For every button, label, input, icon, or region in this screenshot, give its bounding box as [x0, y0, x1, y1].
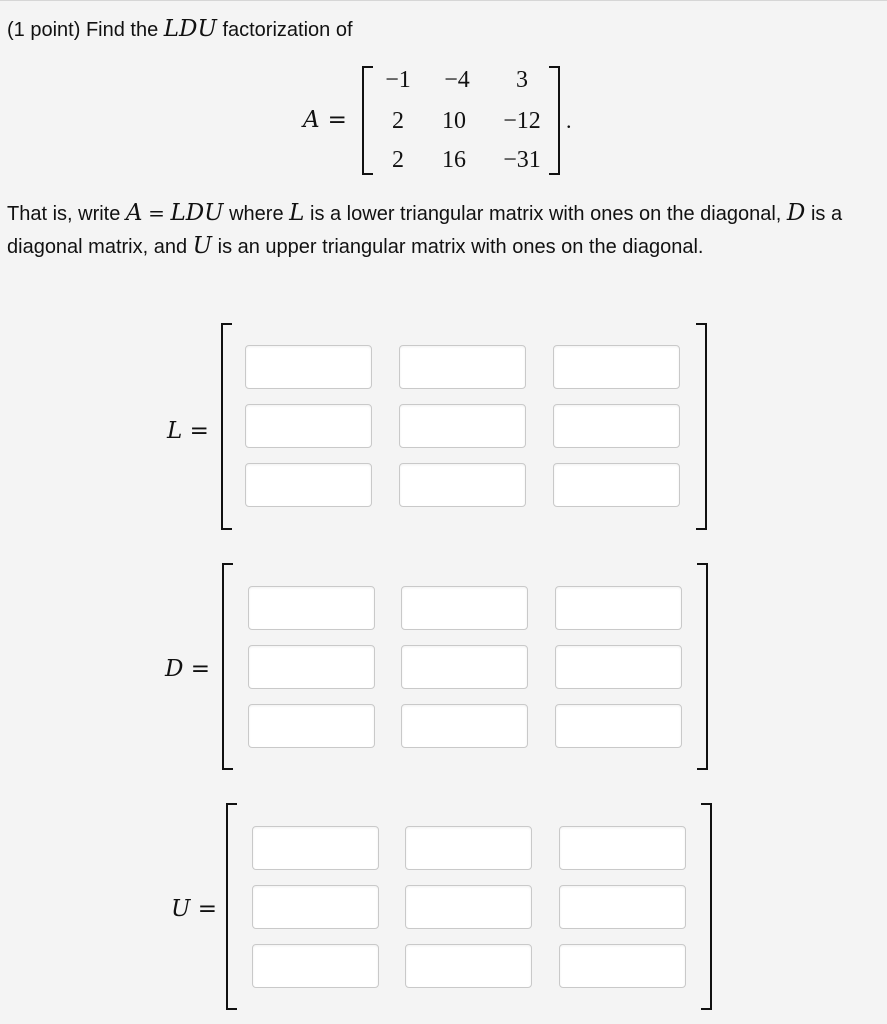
d-entry-3-2[interactable] — [401, 704, 528, 748]
matrix-l-left-bracket — [221, 323, 232, 530]
factorization-text: factorization of — [222, 19, 353, 41]
matrix-a-period: . — [566, 108, 572, 133]
instr-ldu-symbol: LDU — [170, 200, 224, 226]
d-entry-2-2[interactable] — [401, 645, 528, 689]
matrix-a-equals: = — [327, 107, 347, 133]
matrix-l-right-bracket — [696, 323, 707, 530]
l-entry-3-2[interactable] — [399, 463, 526, 507]
d-entry-1-2[interactable] — [401, 586, 528, 630]
problem-prompt — [7, 15, 353, 44]
u-entry-3-2[interactable] — [405, 944, 532, 988]
matrix-d-right-bracket — [697, 563, 708, 770]
matrix-a-cell: −4 — [444, 67, 470, 93]
matrix-u-right-bracket — [701, 803, 712, 1010]
matrix-u-label — [171, 896, 217, 922]
matrix-d-left-bracket — [222, 563, 233, 770]
u-entry-1-3[interactable] — [559, 826, 686, 870]
u-entry-2-2[interactable] — [405, 885, 532, 929]
matrix-u-left-bracket — [226, 803, 237, 1010]
l-entry-3-3[interactable] — [553, 463, 680, 507]
instr-d-symbol: D — [786, 200, 806, 226]
matrix-a-label — [303, 106, 347, 133]
matrix-a-cell: 16 — [442, 147, 466, 173]
d-entry-3-1[interactable] — [248, 704, 375, 748]
u-entry-1-1[interactable] — [252, 826, 379, 870]
d-entry-3-3[interactable] — [555, 704, 682, 748]
u-entry-2-3[interactable] — [559, 885, 686, 929]
matrix-a-cell: 3 — [516, 67, 528, 93]
matrix-l-label — [167, 418, 209, 444]
l-entry-1-1[interactable] — [245, 345, 372, 389]
matrix-a-symbol: A — [303, 107, 320, 133]
matrix-u-symbol: U — [171, 896, 191, 922]
instructions-paragraph — [7, 197, 882, 263]
top-divider — [0, 0, 887, 1]
l-entry-2-1[interactable] — [245, 404, 372, 448]
matrix-a-cell: 10 — [442, 108, 466, 134]
l-entry-1-3[interactable] — [553, 345, 680, 389]
instr-u-symbol: U — [192, 233, 213, 259]
matrix-a-cell: 2 — [392, 147, 404, 173]
points-label: (1 point) — [7, 19, 81, 41]
l-entry-1-2[interactable] — [399, 345, 526, 389]
matrix-u-equals: = — [197, 896, 217, 922]
instr-l-symbol: L — [289, 200, 305, 226]
instr-text: is a lower triangular matrix with ones on the diagonal, — [310, 203, 782, 225]
matrix-d-symbol: D — [165, 656, 184, 682]
matrix-a-cell: −1 — [385, 67, 411, 93]
u-entry-1-2[interactable] — [405, 826, 532, 870]
u-entry-2-1[interactable] — [252, 885, 379, 929]
find-text: Find the — [85, 19, 159, 41]
l-entry-2-3[interactable] — [553, 404, 680, 448]
instr-equals: = — [148, 201, 165, 225]
ldu-term: LDU — [163, 16, 217, 42]
matrix-l-equals: = — [189, 418, 209, 444]
instr-a-symbol: A — [125, 200, 143, 226]
d-entry-2-1[interactable] — [248, 645, 375, 689]
matrix-l-symbol: L — [167, 418, 183, 444]
matrix-d-label — [165, 656, 210, 682]
u-entry-3-3[interactable] — [559, 944, 686, 988]
d-entry-1-3[interactable] — [555, 586, 682, 630]
instr-text: is a diagonal matrix, and — [7, 203, 843, 258]
instr-text: where — [229, 203, 284, 225]
l-entry-3-1[interactable] — [245, 463, 372, 507]
d-entry-2-3[interactable] — [555, 645, 682, 689]
matrix-a-cell: −31 — [503, 147, 541, 173]
l-entry-2-2[interactable] — [399, 404, 526, 448]
matrix-a-cell: −12 — [503, 108, 541, 134]
u-entry-3-1[interactable] — [252, 944, 379, 988]
d-entry-1-1[interactable] — [248, 586, 375, 630]
instr-text: is an upper triangular matrix with ones on the diagonal. — [217, 236, 704, 258]
matrix-a — [367, 62, 553, 180]
matrix-d-equals: = — [190, 656, 211, 682]
matrix-a-cell: 2 — [392, 108, 404, 134]
instr-text: That is, write — [7, 203, 121, 225]
